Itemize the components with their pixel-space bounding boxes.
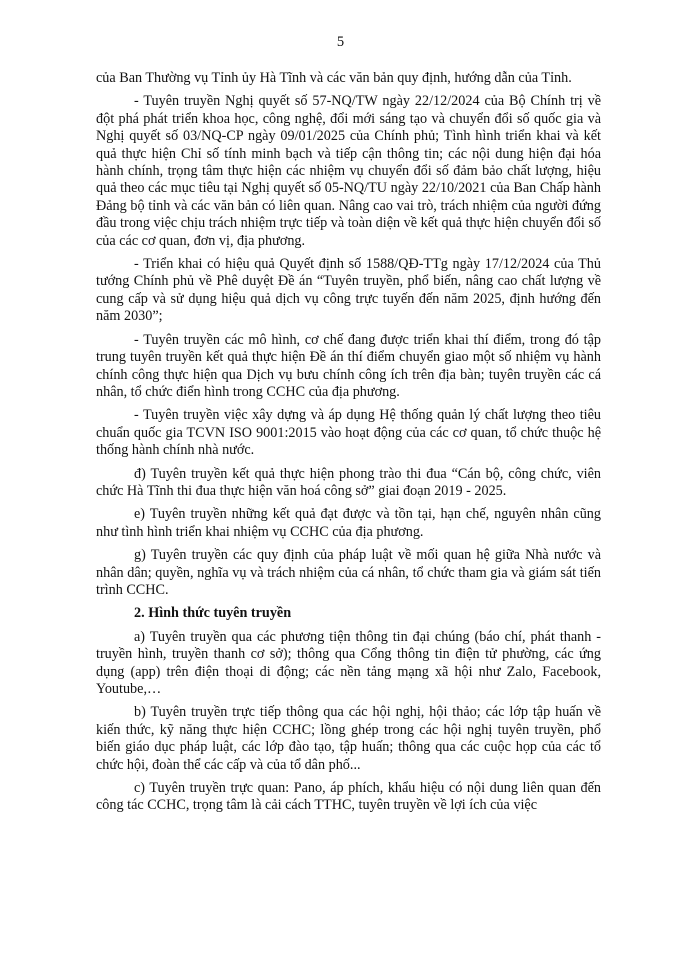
paragraph-item-g: g) Tuyên truyền các quy định của pháp luật về mối quan hệ giữa Nhà nước và nhân dân; quyền, nghĩa vụ và trách nhiệm của cá nhân, tổ chức tham gia và giám sát tiến trình CCHC. (96, 547, 601, 598)
paragraph-item-b: b) Tuyên truyền trực tiếp thông qua các hội nghị, hội thảo; các lớp tập huấn về kiến thức, kỹ năng thực hiện CCHC; lồng ghép trong các hội nghị tuyên truyền, phổ biến giáo dục pháp luật, các lớp đào tạo, tập huấn; thông qua các cuộc họp của các tổ chức hội, đoàn thể các cấp và của tổ dân phố... (96, 704, 601, 773)
paragraph-pilot-models: - Tuyên truyền các mô hình, cơ chế đang được triển khai thí điểm, trong đó tập trung tuyên truyền kết quả thực hiện Đề án thí điểm chuyển giao một số nhiệm vụ hành chính công thực hiện qua Dịch vụ bưu chính công ích trên địa bàn; tuyên truyền các cá nhân, tổ chức điển hình trong CCHC của địa phương. (96, 331, 601, 400)
paragraph-item-dd: đ) Tuyên truyền kết quả thực hiện phong trào thi đua “Cán bộ, công chức, viên chức Hà Tĩnh thi đua thực hiện văn hoá công sở” giai đoạn 2019 - 2025. (96, 465, 601, 499)
paragraph-iso-9001: - Tuyên truyền việc xây dựng và áp dụng Hệ thống quản lý chất lượng theo tiêu chuẩn quốc gia TCVN ISO 9001:2015 vào hoạt động của các cơ quan, tổ chức thuộc hệ thống hành chính nhà nước. (96, 407, 601, 459)
paragraph-item-c: c) Tuyên truyền trực quan: Pano, áp phích, khẩu hiệu có nội dung liên quan đến công tác CCHC, trọng tâm là cải cách TTHC, tuyên truyền về lợi ích của việc (96, 780, 601, 814)
paragraph-continuation: của Ban Thường vụ Tỉnh ủy Hà Tĩnh và các văn bản quy định, hướng dẫn của Tỉnh. (96, 70, 572, 86)
paragraph-decision-1588: - Triển khai có hiệu quả Quyết định số 1588/QĐ-TTg ngày 17/12/2024 của Thủ tướng Chính phủ về Phê duyệt Đề án “Tuyên truyền, phổ biến, nâng cao chất lượng về cung cấp và sử dụng hiệu quả dịch vụ công trực tuyến đến năm 2025, định hướng đến năm 2030”; (96, 256, 601, 325)
page-number: 5 (336, 34, 345, 50)
paragraph-item-e: e) Tuyên truyền những kết quả đạt được và tồn tại, hạn chế, nguyên nhân cũng như tình hình triển khai nhiệm vụ CCHC của địa phương. (96, 506, 601, 540)
paragraph-resolution-57: - Tuyên truyền Nghị quyết số 57-NQ/TW ngày 22/12/2024 của Bộ Chính trị về đột phá phát triển khoa học, công nghệ, đổi mới sáng tạo và chuyển đổi số quốc gia và Nghị quyết số 03/NQ-CP ngày 09/01/2025 của Chính phủ; Tình hình triển khai và kết quả thực hiện Chỉ số tính minh bạch và tiếp cận thông tin; các nội dung hiện đại hóa hành chính, trọng tâm thực hiện các nhiệm vụ chuyển đổi số đảm bảo chất lượng, hiệu quả theo các mục tiêu tại Nghị quyết số 05-NQ/TU ngày 22/10/2021 của Ban Chấp hành Đảng bộ tỉnh và các văn bản có liên quan. Nâng cao vai trò, trách nhiệm của người đứng đầu trong việc chịu trách nhiệm trực tiếp và toàn diện về kết quả thực hiện chuyển đổi số của các cơ quan, đơn vị, địa phương. (96, 93, 601, 249)
section-heading: 2. Hình thức tuyên truyền (134, 605, 292, 622)
paragraph-item-a: a) Tuyên truyền qua các phương tiện thông tin đại chúng (báo chí, phát thanh - truyền hình, truyền thanh cơ sở); thông qua Cổng thông tin điện tử phường, các ứng dụng (app) trên điện thoại di động; các nền tảng mạng xã hội như Zalo, Facebook, Youtube,… (96, 628, 601, 697)
document-body (96, 70, 601, 821)
